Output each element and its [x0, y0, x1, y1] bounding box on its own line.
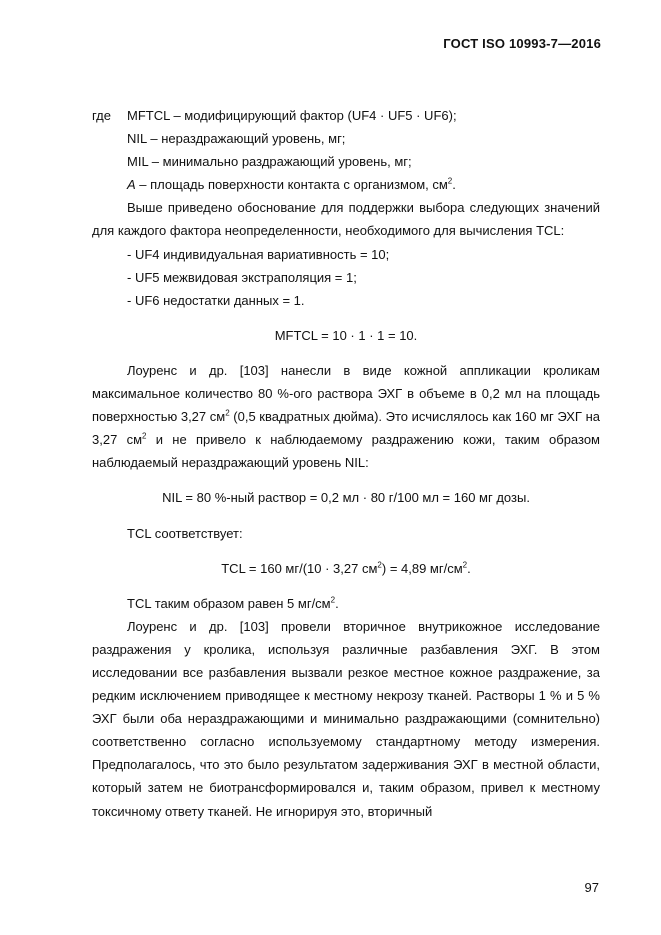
definition-mftcl-text: MFTCL – модифицирующий фактор (UF4 · UF5 · UF6); [127, 108, 457, 123]
formula-tcl-a: TCL = 160 мг/(10 · 3,27 см [221, 560, 378, 576]
paragraph-lawrence-intradermal: Лоуренс и др. [103] провели вторичное внутрикожное исследование раздражения у кролика, используя различные разбавления ЭХГ. В этом исследовании все разбавления вызвали резкое местное кожное раздражение, за редким исключением приводящее к местному некрозу тканей. Растворы 1 % и 5 % ЭХГ были оба нераздражающими и минимально раздражающими (сомнительно) соответственно согласно используемому стандартному методу измерения. Предполагалось, что это было результатом задерживания ЭХГ в местной области, который затем не биотрансформировался и, таким образом, привел к местному токсичному ответу тканей. Не игнорируя это, вторичный [92, 618, 600, 819]
paragraph-lawrence-skin [92, 359, 600, 474]
formula-tcl-sup1: 2 [377, 560, 382, 570]
standard-header: ГОСТ ISO 10993-7—2016 [443, 36, 601, 51]
p2-sup1: 2 [225, 408, 230, 418]
p4-part-b: . [335, 595, 339, 611]
paragraph-tcl-result [92, 592, 600, 615]
p2-sup2: 2 [142, 431, 147, 441]
definition-mftcl [92, 104, 600, 127]
list-item-uf5: - UF5 межвидовая экстраполяция = 1; [127, 269, 357, 285]
formula-mftcl: MFTCL = 10 · 1 · 1 = 10. [274, 327, 418, 343]
definition-mil: MIL – минимально раздражающий уровень, мг; [127, 154, 412, 170]
paragraph-justification: Выше приведено обоснование для поддержки выбора следующих значений для каждого фактора неопределенности, необходимого для вычисления TCL: [92, 200, 600, 239]
formula-tcl-sup2: 2 [462, 560, 468, 570]
formula-tcl-c: . [467, 560, 471, 576]
area-text: – площадь поверхности контакта с организмом, см [135, 177, 448, 193]
page-number: 97 [584, 880, 599, 895]
list-item-uf6: - UF6 недостатки данных = 1. [127, 292, 305, 308]
area-end: . [452, 177, 456, 193]
area-symbol: A [127, 177, 136, 193]
definition-area [92, 173, 600, 196]
formula-nil: NIL = 80 %-ный раствор = 0,2 мл · 80 г/100 мл = 160 мг дозы. [162, 490, 530, 506]
formula-tcl [92, 557, 600, 580]
where-label: где [92, 108, 111, 123]
formula-tcl-b: ) = 4,89 мг/см [381, 560, 463, 576]
p4-sup: 2 [330, 595, 336, 605]
paragraph-tcl-corresponds: TCL соответствует: [127, 525, 243, 541]
p2-part-c: и не привело к наблюдаемому раздражению кожи, таким образом наблюдаемый нераздражающий уровень NIL: [92, 432, 600, 471]
document-body [92, 104, 600, 823]
p4-part-a: TCL таким образом равен 5 мг/см [127, 595, 331, 611]
area-sup: 2 [447, 176, 453, 186]
p2-part-a: Лоуренс и др. [103] нанесли в виде кожной аппликации кроликам максимальное количество 80 %-ого раствора ЭХГ в объеме в 0,2 мл на площадь поверхностью 3,27 см [92, 362, 600, 425]
list-item-uf4: - UF4 индивидуальная вариативность = 10; [127, 246, 390, 262]
definition-nil: NIL – нераздражающий уровень, мг; [127, 131, 346, 147]
p2-part-b: (0,5 квадратных дюйма). Это исчислялось как 160 мг ЭХГ на 3,27 см [92, 409, 600, 448]
